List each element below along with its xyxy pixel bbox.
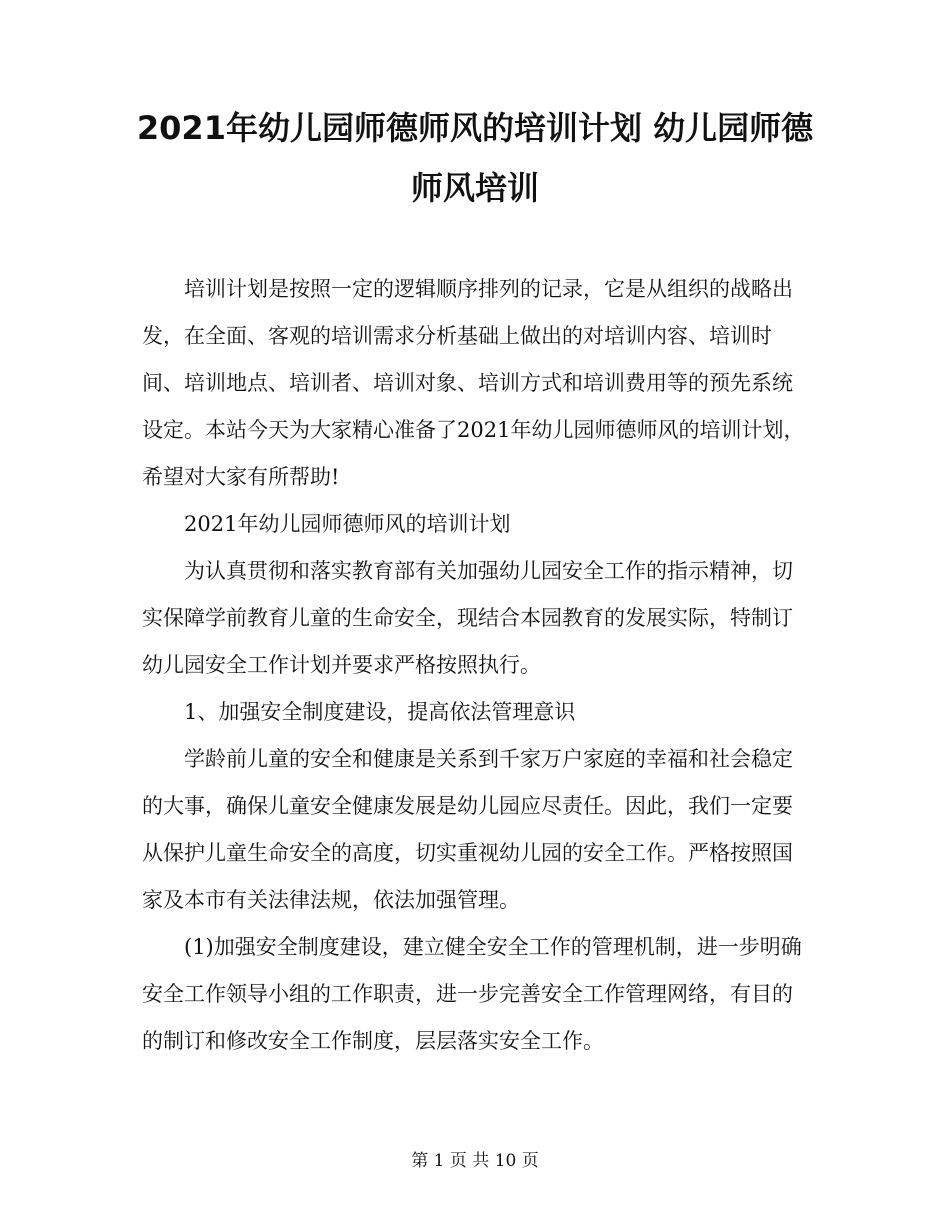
paragraph-intro: 培训计划是按照一定的逻辑顺序排列的记录，它是从组织的战略出发，在全面、客观的培训需求分析基础上做出的对培训内容、培训时间、培训地点、培训者、培训对象、培训方式和培训费用等的预先系统设定。本站今天为大家精心准备了2021年幼儿园师德师风的培训计划，希望对大家有所帮助! bbox=[142, 277, 805, 489]
paragraph-safety: 学龄前儿童的安全和健康是关系到千家万户家庭的幸福和社会稳定的大事，确保儿童安全健康发展是幼儿园应尽责任。因此，我们一定要从保护儿童生命安全的高度，切实重视幼儿园的安全工作。严格按照国家及本市有关法律法规，依法加强管理。 bbox=[142, 747, 793, 912]
section-heading-1: 1、加强安全制度建设，提高依法管理意识 bbox=[184, 700, 576, 724]
paragraph-plan-title: 2021年幼儿园师德师风的培训计划 bbox=[184, 512, 511, 536]
paragraph-item-1: (1)加强安全制度建设，建立健全安全工作的管理机制，进一步明确安全工作领导小组的工作职责，进一步完善安全工作管理网络，有目的的制订和修改安全工作制度，层层落实安全工作。 bbox=[142, 935, 802, 1053]
page-number-footer: 第 1 页 共 10 页 bbox=[411, 1151, 539, 1171]
document-body bbox=[142, 266, 808, 1065]
document-title: 2021年幼儿园师德师风的培训计划 幼儿园师德师风培训 bbox=[136, 109, 814, 207]
paragraph-purpose: 为认真贯彻和落实教育部有关加强幼儿园安全工作的指示精神，切实保障学前教育儿童的生命安全，现结合本园教育的发展实际，特制订幼儿园安全工作计划并要求严格按照执行。 bbox=[142, 559, 793, 677]
